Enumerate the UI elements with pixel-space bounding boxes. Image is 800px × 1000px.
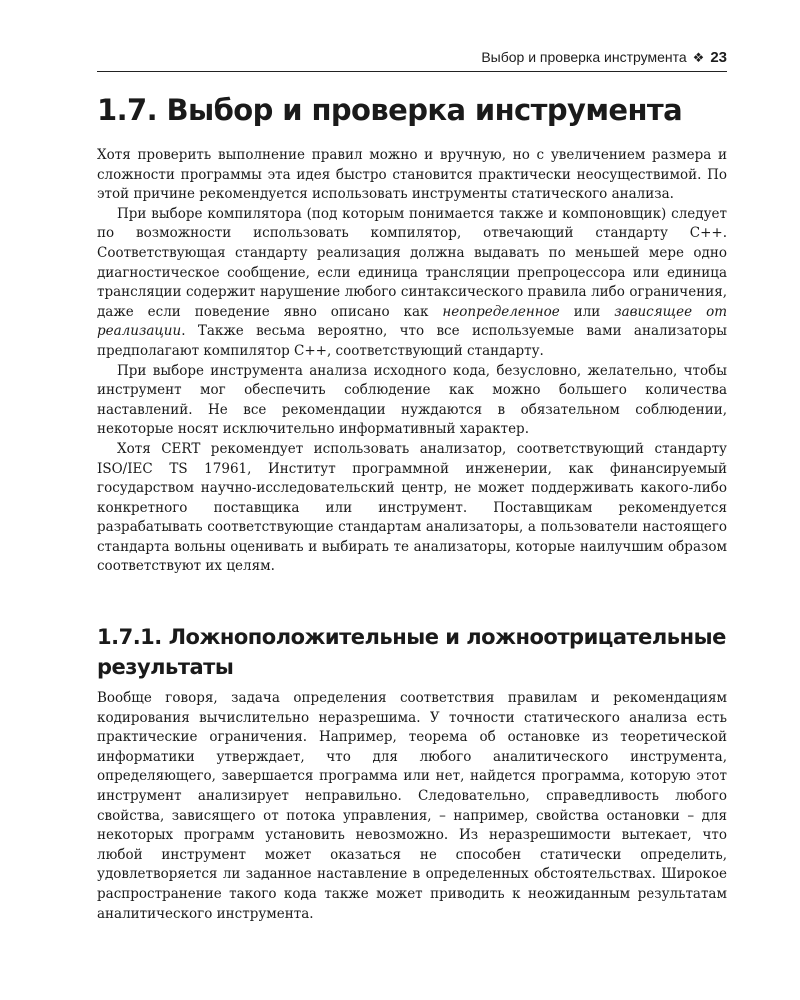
paragraph-text: или xyxy=(573,303,601,320)
page-number: 23 xyxy=(710,49,727,66)
running-title: Выбор и проверка инструмента xyxy=(481,49,687,65)
paragraph: При выборе инструмента анализа исходного кода, безусловно, желательно, чтобы инструмент мог обеспечить соблюдение как можно большего количества наставлений. Не все рекомендации нуждаются в обязательном соблюдении, некоторые носят исключительно информативный характер. xyxy=(97,362,727,438)
paragraph: Хотя CERT рекомендует использовать анализатор, соответствующий стандарту ISO/IEC TS 17961, Институт программной инженерии, как финансируемый государством научно-исследовательский центр, не может поддерживать какого-либо конкретного поставщика или инструмент. Поставщикам рекомендуется разрабатывать соответствующие стандартам анализаторы, а пользователи настоящего стандарта вольны оценивать и выбирать те анализаторы, которые наилучшим образом соответствуют их целям. xyxy=(97,440,727,575)
paragraph-text: При выборе компилятора (под которым понимается также и компоновщик) следует по возможности использовать компилятор, отвечающий стандарту C++. Соответствующая стандарту реализация должна выдавать по меньшей мере одно диагностическое сообщение, если единица трансляции препроцессора или единица трансляции содержит нарушение любого синтаксического правила либо ограничения, даже если поведение явно описано как xyxy=(97,205,727,320)
fleuron-icon: ❖ xyxy=(692,50,705,65)
emphasis-term: зависящее от реализации xyxy=(97,303,727,340)
section-title: 1.7. Выбор и проверка инструмента xyxy=(97,93,683,127)
subsection-title: 1.7.1. Ложноположительные и ложноотрицательные результаты xyxy=(97,625,726,679)
running-header xyxy=(97,47,727,68)
subsection-body xyxy=(97,689,727,924)
paragraph-text: . Также весьма вероятно, что все используемые вами анализаторы предполагают компилятор C++, соответствующий стандарту. xyxy=(97,323,727,359)
emphasis-term: неопределенное xyxy=(442,303,560,320)
header-rule xyxy=(97,71,727,72)
section-body xyxy=(97,146,727,577)
paragraph: Хотя проверить выполнение правил можно и вручную, но с увеличением размера и сложности программы эта идея быстро становится практически неосуществимой. По этой причине рекомендуется использовать инструменты статического анализа. xyxy=(97,147,727,203)
paragraph: Вообще говоря, задача определения соответствия правилам и рекомендациям кодирования вычислительно неразрешима. У точности статического анализа есть практические ограничения. Например, теорема об остановке из теоретической информатики утверждает, что для любого аналитического инструмента, определяющего, завершается программа или нет, найдется программа, которую этот инструмент анализирует неправильно. Следовательно, справедливость любого свойства, зависящего от потока управления, – например, свойства остановки – для некоторых программ установить невозможно. Из неразрешимости вытекает, что любой инструмент может оказаться не способен статически определить, удовлетворяется ли заданное наставление в определенных обстоятельствах. Широкое распространение такого кода также может приводить к неожиданным результатам аналитического инструмента. xyxy=(97,690,727,922)
paragraph xyxy=(97,205,727,362)
